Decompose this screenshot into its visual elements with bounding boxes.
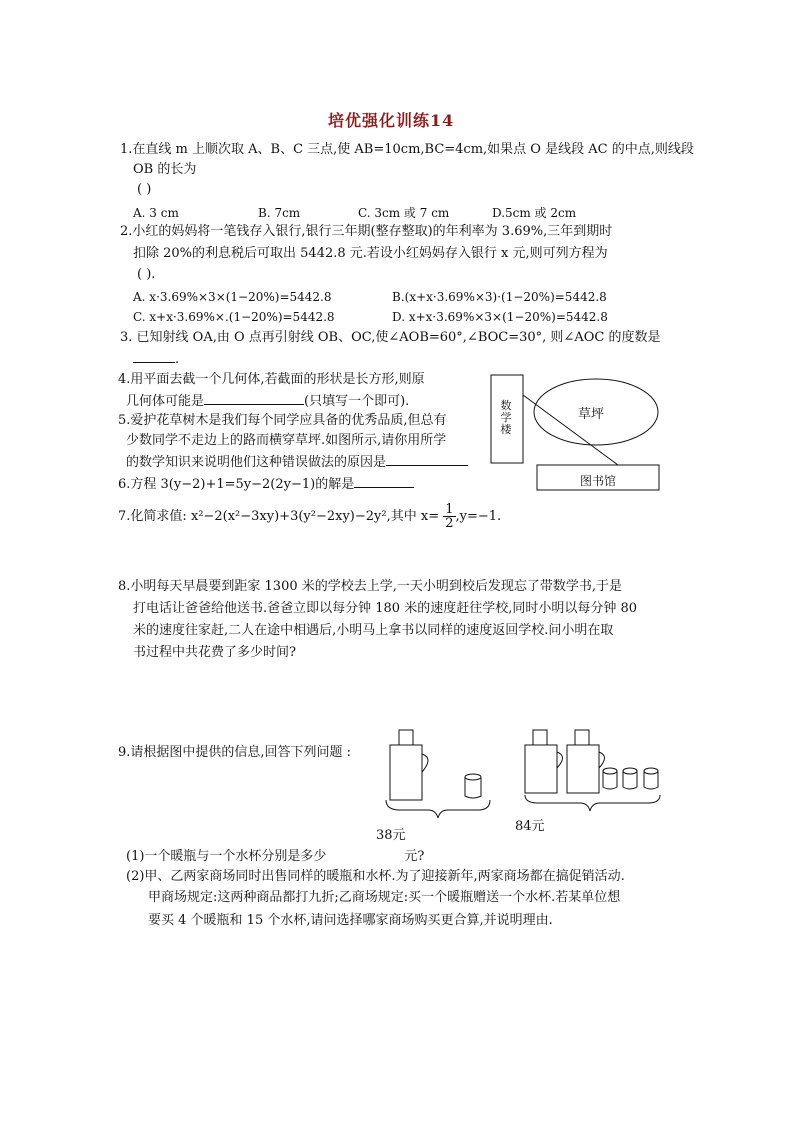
left-cup-icon [465, 774, 481, 798]
q9-sub1-unit: 元? [404, 849, 425, 864]
q4-line2-end: (只填写一个即可). [304, 394, 410, 409]
q9-sub2-line1: (2)甲、乙两家商场同时出售同样的暖瓶和水杯.为了迎接新年,两家商场都在搞促销活动. [126, 869, 625, 884]
q7-expression: x²−2(x²−3xy)+3(y²−2xy)−2y²,其中 x= [190, 509, 440, 524]
left-price-label: 38元 [376, 828, 406, 843]
q7-fraction-denominator: 2 [445, 516, 454, 531]
q5-line3-text: 的数学知识来说明他们这种错误做法的原因是 [126, 455, 387, 470]
q1-option-d: D.5cm 或 2cm [492, 206, 577, 220]
q8-line4: 书过程中共花费了多少时间? [133, 645, 296, 660]
right-cup-icon-2 [623, 768, 637, 789]
q9-sub2-line2: 甲商场规定:这两种商品都打九折;乙商场规定:买一个暖瓶赠送一个水杯.若某单位想 [148, 890, 621, 905]
page-title: 培优强化训练14 [328, 111, 455, 130]
q6-text: 6.方程 3(y−2)+1=5y−2(2y−1)的解是 [118, 477, 355, 492]
q1-line2: OB 的长为 [133, 162, 197, 177]
left-thermos-icon [390, 730, 428, 800]
right-cup-icon-3 [644, 768, 658, 789]
q8-line2: 打电话让爸爸给他送书.爸爸立即以每分钟 180 米的速度赶往学校,同时小明以每分钟 80 [133, 601, 638, 616]
q5-line1: 5.爱护花草树木是我们每个同学应具备的优秀品质,但总有 [118, 413, 447, 428]
q9-line1: 9.请根据图中提供的信息,回答下列问题 : [118, 745, 352, 760]
q3-line1: 3. 已知射线 OA,由 O 点再引射线 OB、OC,使∠AOB=60°,∠BOC=30°, 则∠AOC 的度数是 [120, 330, 661, 345]
left-brace [386, 800, 490, 818]
q3-answer-blank: . [133, 348, 179, 370]
q2-line2: 扣除 20%的利息税后可取出 5442.8 元.若设小红妈妈存入银行 x 元,则可列方程为 [133, 246, 608, 261]
q8-line3: 米的速度往家赶,二人在途中相遇后,小明马上拿书以同样的速度返回学校.问小明在取 [133, 623, 614, 638]
q4-line2-start: 几何体可能是 [126, 394, 205, 409]
q5-line2: 少数同学不走边上的路而横穿草坪.如图所示,请你用所学 [126, 433, 447, 448]
q2-option-c: C. x+x·3.69%×.(1−20%)=5442.8 [133, 310, 335, 324]
q2-answer-paren: ( ). [137, 267, 156, 282]
right-price-label: 84元 [515, 819, 545, 834]
q1-option-c: C. 3cm 或 7 cm [358, 206, 450, 220]
math-building-label: 数学楼 [500, 399, 512, 436]
q8-line1: 8.小明每天早晨要到距家 1300 米的学校去上学,一天小明到校后发现忘了带数学书,于是 [118, 579, 623, 594]
right-thermos-icon-2 [567, 730, 605, 793]
q1-option-b: B. 7cm [258, 206, 301, 220]
q7-prefix: 7.化简求值: [118, 509, 187, 524]
right-cup-icon-1 [603, 768, 617, 789]
q2-line1: 2.小红的妈妈将一笔钱存入银行,银行三年期(整存整取)的年利率为 3.69%,三年到期时 [120, 224, 613, 239]
right-thermos-icon-1 [525, 730, 563, 793]
q9-sub2-line3: 要买 4 个暖瓶和 15 个水杯,请问选择哪家商场购买更合算,并说明理由. [148, 913, 553, 928]
right-brace [525, 795, 660, 811]
q2-option-b: B.(x+x·3.69%×3)·(1−20%)=5442.8 [392, 290, 607, 304]
q9-sub1-text: (1)一个暖瓶与一个水杯分别是多少 [126, 849, 327, 864]
q1-line1: 1.在直线 m 上顺次取 A、B、C 三点,使 AB=10cm,BC=4cm,如果点 O 是线段 AC 的中点,则线段 [120, 142, 694, 157]
q7-fraction-numerator: 1 [445, 502, 454, 517]
library-label: 图书馆 [580, 474, 617, 488]
q7-suffix: ,y=−1. [455, 509, 502, 524]
q1-option-a: A. 3 cm [133, 206, 179, 220]
q1-answer-paren: ( ) [137, 182, 152, 197]
q9-sub1 [126, 847, 424, 867]
q2-option-d: D. x+x·3.69%×3×(1−20%)=5442.8 [392, 310, 608, 324]
q4-line1: 4.用平面去截一个几何体,若截面的形状是长方形,则原 [118, 372, 425, 387]
lawn-label: 草坪 [578, 407, 605, 422]
q2-option-a: A. x·3.69%×3×(1−20%)=5442.8 [133, 290, 332, 304]
